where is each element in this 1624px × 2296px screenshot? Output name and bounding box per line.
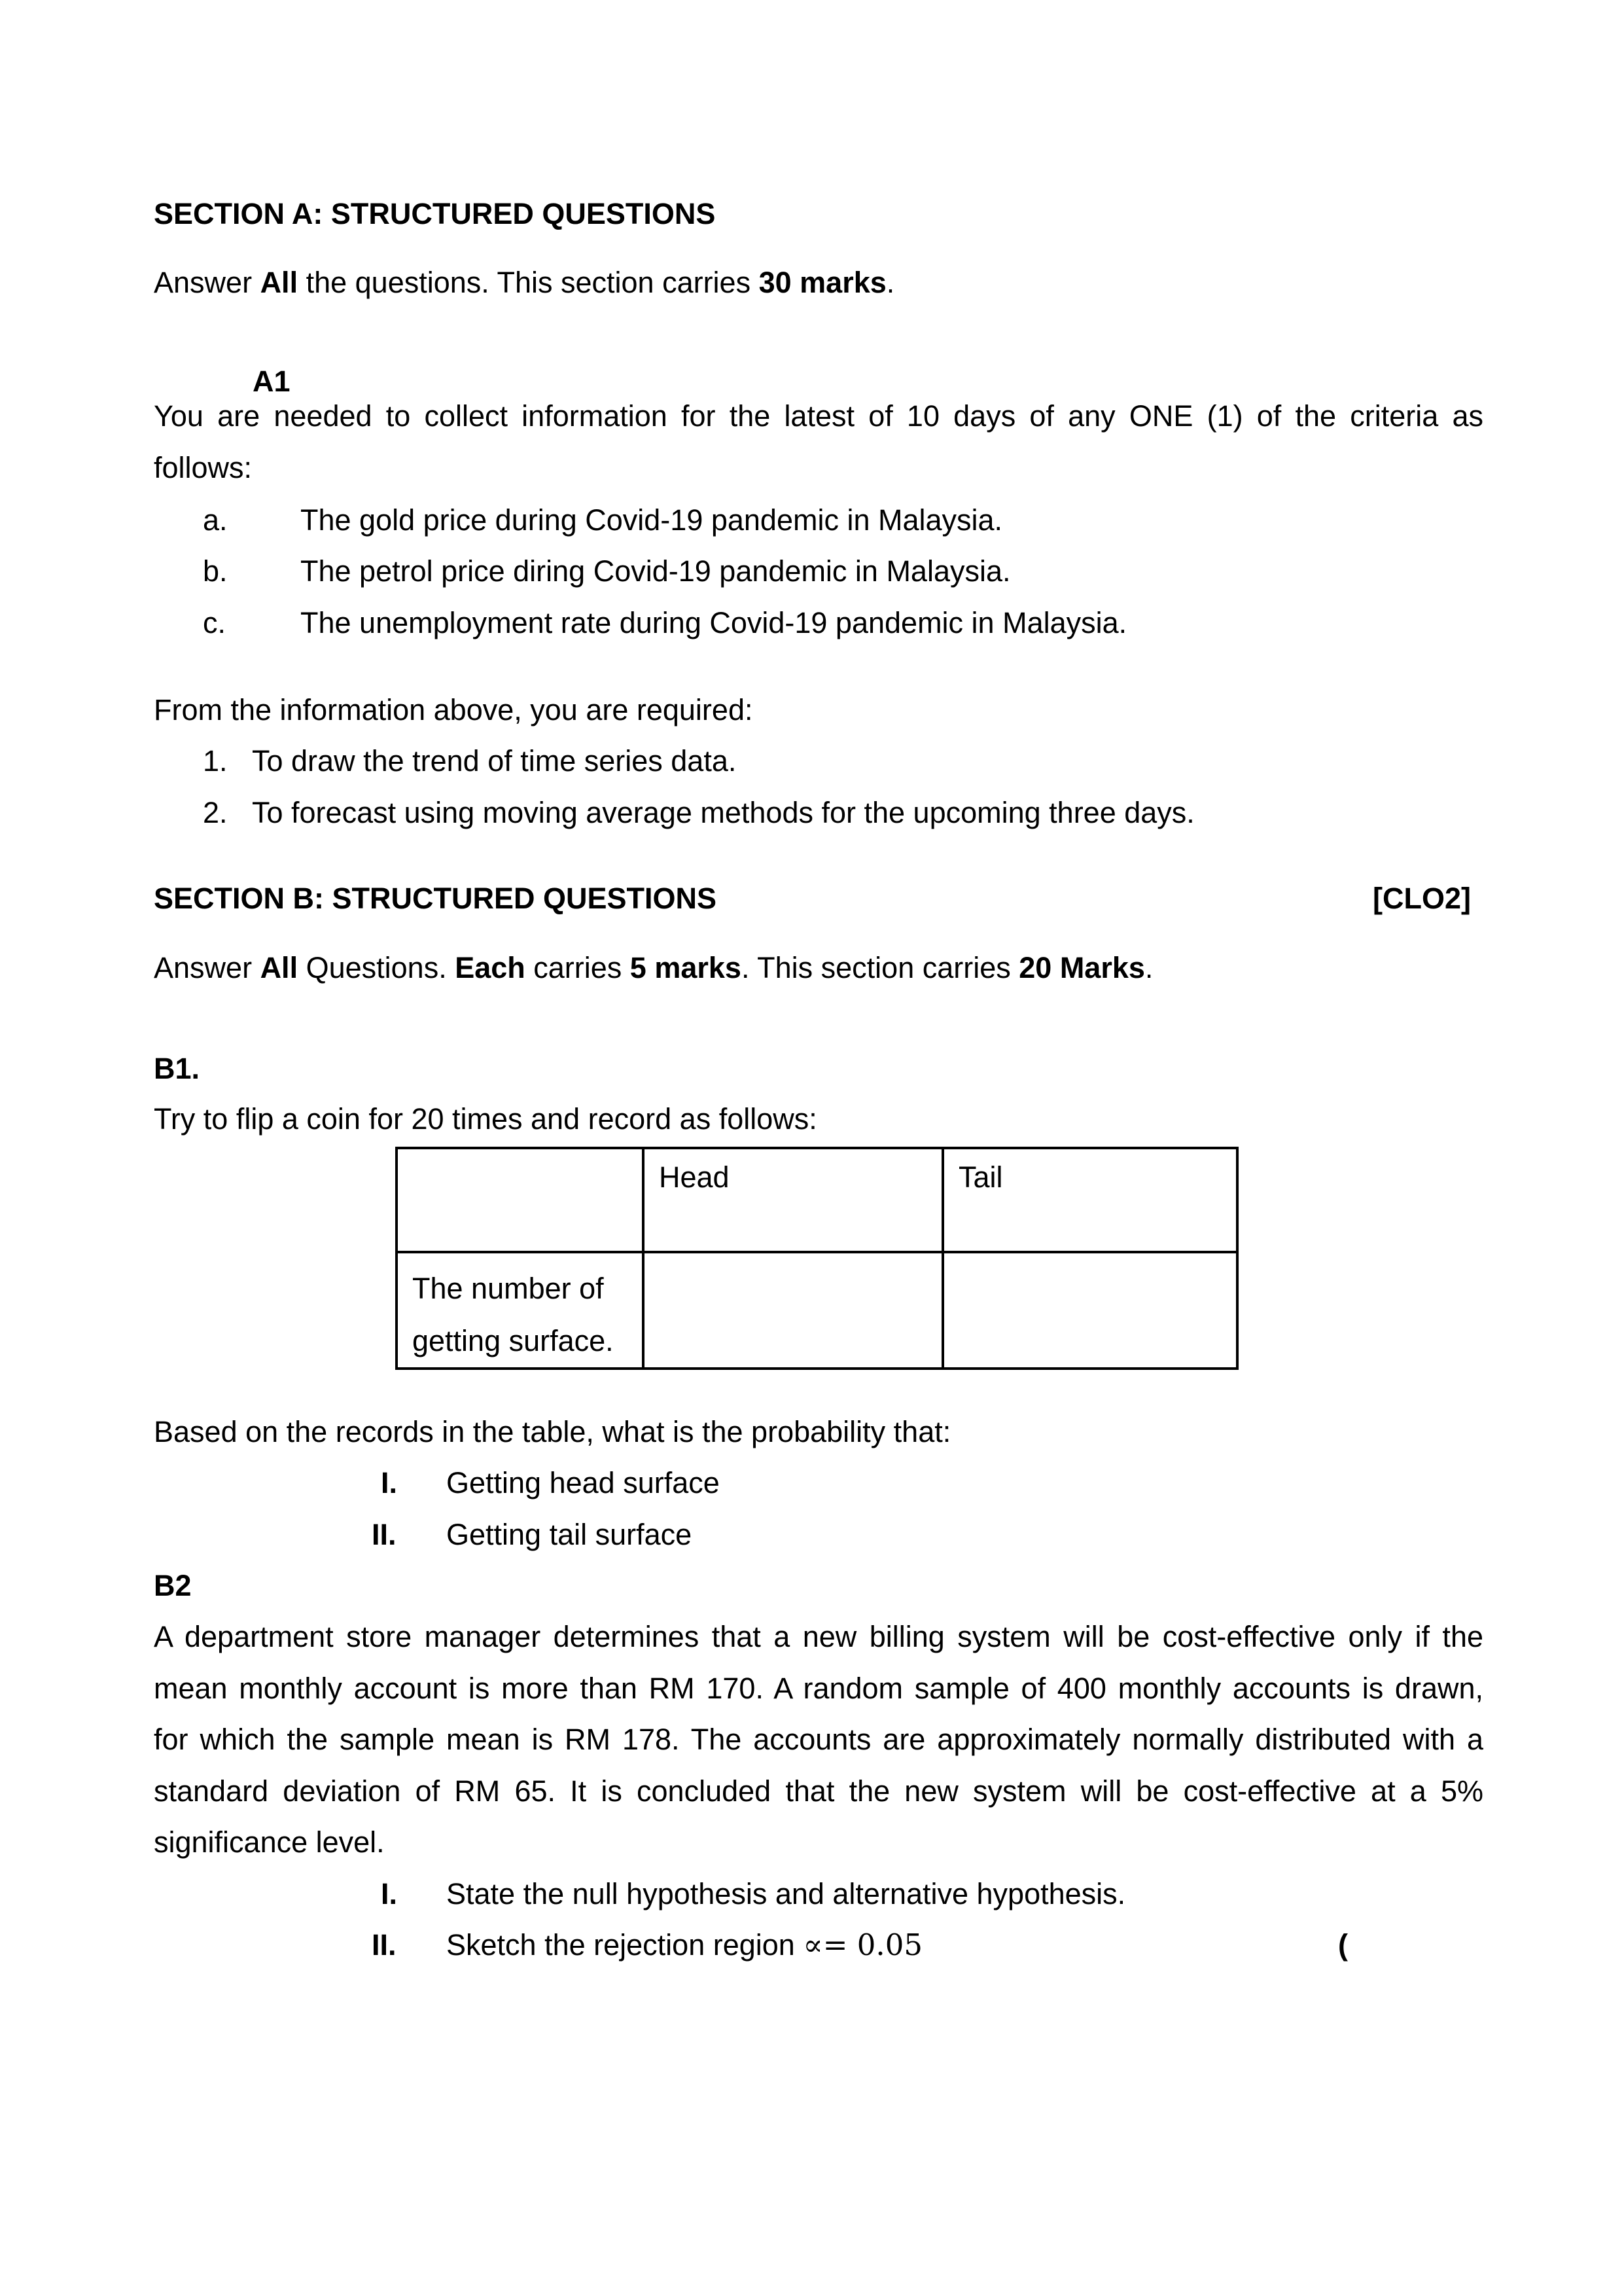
clo-tag: [CLO2] xyxy=(1373,882,1471,915)
table-header-label: Head xyxy=(659,1160,730,1194)
list-marker: c. xyxy=(203,606,226,639)
question-b1-prompt: Based on the records in the table, what is the probability that: xyxy=(154,1415,951,1448)
list-item: The petrol price diring Covid-19 pandemic in Malaysia. xyxy=(300,554,1011,588)
row-label-line: The number of xyxy=(412,1272,604,1305)
table-header-row xyxy=(397,1148,1237,1252)
table-cell-head-count xyxy=(643,1252,943,1369)
question-a1-label: A1 xyxy=(253,365,291,398)
list-item: The unemployment rate during Covid-19 pandemic in Malaysia. xyxy=(300,606,1127,639)
section-a-heading: SECTION A: STRUCTURED QUESTIONS xyxy=(154,197,716,230)
list-marker: II. xyxy=(372,1518,397,1551)
list-item: Getting tail surface xyxy=(446,1518,692,1551)
marks-bracket: ( xyxy=(1338,1928,1348,1962)
paragraph-line: mean monthly account is more than RM 170. A random sample of 400 monthly accounts is drawn, xyxy=(154,1672,1483,1705)
paragraph-line: significance level. xyxy=(154,1825,385,1859)
question-b1-label: B1. xyxy=(154,1052,200,1085)
question-a1-text-line2: follows: xyxy=(154,451,253,484)
requirement-intro: From the information above, you are required: xyxy=(154,693,753,726)
paragraph-line: for which the sample mean is RM 178. The accounts are approximately normally distributed with a xyxy=(154,1723,1483,1756)
table-header-tail xyxy=(943,1148,1237,1252)
list-marker: b. xyxy=(203,554,228,588)
list-marker: I. xyxy=(381,1466,398,1499)
list-marker: I. xyxy=(381,1877,398,1910)
list-marker: 2. xyxy=(203,796,228,829)
table-header-label: Tail xyxy=(959,1160,1003,1194)
table-row-label xyxy=(397,1252,643,1369)
list-item: The gold price during Covid-19 pandemic in Malaysia. xyxy=(300,503,1003,537)
list-item: State the null hypothesis and alternative hypothesis. xyxy=(446,1877,1126,1910)
table-header-head xyxy=(643,1148,943,1252)
section-b-instructions: Answer All Questions. Each carries 5 marks. This section carries 20 Marks. xyxy=(154,951,1154,984)
row-label-line: getting surface. xyxy=(412,1324,614,1357)
coin-flip-table xyxy=(395,1147,1239,1370)
paragraph-line: A department store manager determines that a new billing system will be cost-effective only if the xyxy=(154,1620,1483,1653)
list-marker: 1. xyxy=(203,744,228,778)
alpha-formula: ∝= 0.05 xyxy=(803,1928,923,1962)
list-marker: II. xyxy=(372,1928,397,1962)
list-item: Sketch the rejection region ∝= 0.05 xyxy=(446,1928,923,1962)
table-row xyxy=(397,1252,1237,1369)
list-item: To draw the trend of time series data. xyxy=(252,744,737,778)
question-b1-intro: Try to flip a coin for 20 times and record as follows: xyxy=(154,1102,817,1136)
question-a1-text-line1: You are needed to collect information for the latest of 10 days of any ONE (1) of the criteria as xyxy=(154,399,1483,433)
list-item: To forecast using moving average methods for the upcoming three days. xyxy=(252,796,1195,829)
table-cell-tail-count xyxy=(943,1252,1237,1369)
question-b2-label: B2 xyxy=(154,1569,192,1602)
list-item: Getting head surface xyxy=(446,1466,720,1499)
section-a-instructions: Answer All the questions. This section carries 30 marks. xyxy=(154,266,895,299)
table-cell xyxy=(397,1148,643,1252)
paragraph-line: standard deviation of RM 65. It is concluded that the new system will be cost-effective at a 5% xyxy=(154,1774,1483,1808)
list-marker: a. xyxy=(203,503,228,537)
section-b-heading: SECTION B: STRUCTURED QUESTIONS xyxy=(154,882,717,915)
